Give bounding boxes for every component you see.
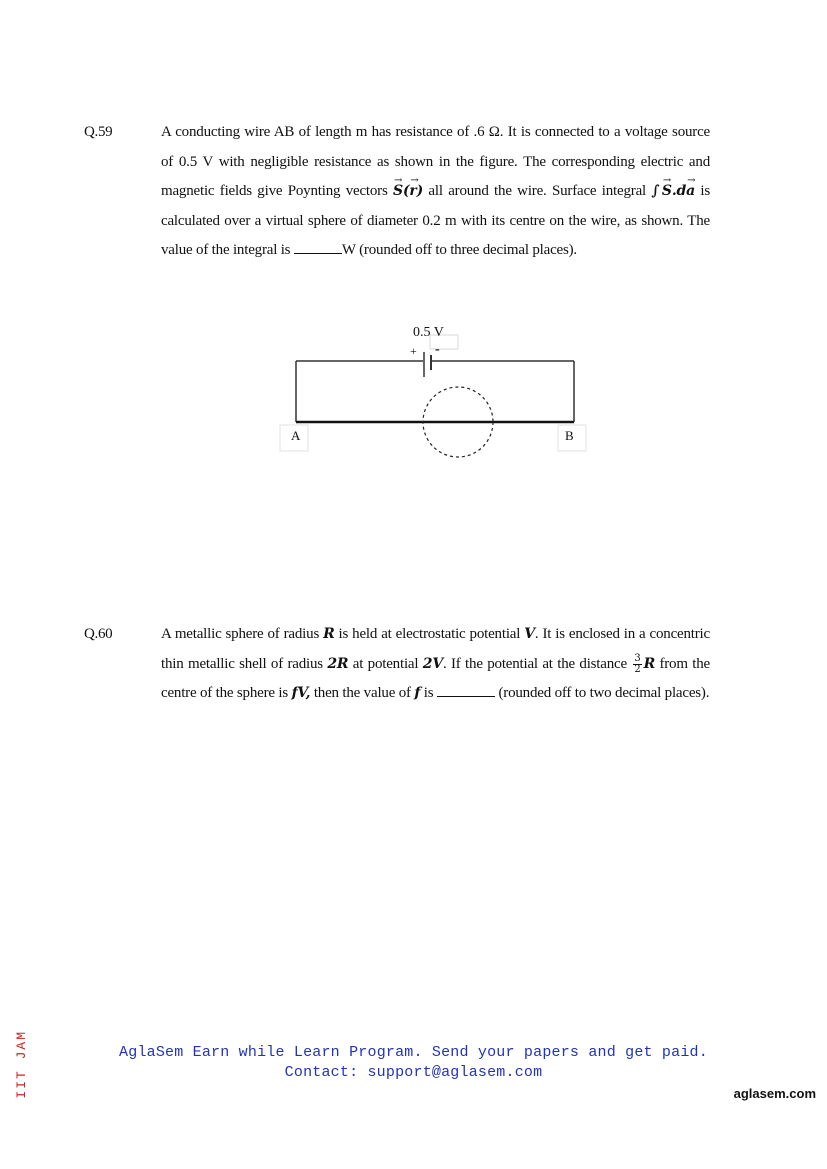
answer-blank-59: [294, 240, 342, 254]
symbol-2R: 2R: [327, 655, 349, 672]
plus-terminal-label: +: [410, 344, 417, 358]
brand-watermark[interactable]: aglasem.com: [733, 1086, 816, 1101]
q60-text-part8: is: [420, 685, 437, 701]
end-b-label: B: [565, 428, 574, 443]
q59-text-part3: is calculated over a virtual sphere of diameter 0.2 m with its centre on the wire, as shown. The value of the integral is: [161, 183, 710, 258]
side-label-iit-jam: IIT JAM: [14, 1030, 29, 1099]
q59-text-part1: A conducting wire AB of length m has resistance of .6 Ω. It is connected to a voltage source of 0.5 V with negligible resistance as shown in the figure. The corresponding electric and magnetic fields give Poynting vectors: [161, 124, 710, 199]
q59-unit: W: [341, 242, 356, 258]
q60-text-part6: from the centre of the sphere is: [161, 655, 710, 701]
q60-text-part9: (rounded off to two decimal places).: [498, 685, 710, 701]
q59-text-part4: (rounded off to three decimal places).: [359, 242, 577, 258]
symbol-V: V: [524, 626, 535, 642]
answer-blank-60: [437, 683, 495, 697]
fraction-three-halves: $\frac{3}{2}$: [634, 652, 641, 675]
question-59-text: [161, 118, 710, 266]
promo-line-1: AglaSem Earn while Learn Program. Send your papers and get paid.: [119, 1044, 708, 1061]
q60-text-part3: . It is enclosed in a concentric thin metallic shell of radius: [161, 626, 710, 672]
voltage-label: 0.5 V: [413, 325, 444, 340]
q60-text-part5: . If the potential at the distance: [443, 655, 632, 672]
question-60-text: [161, 620, 710, 709]
symbol-fV: fV,: [291, 685, 311, 701]
symbol-R: R: [323, 626, 335, 642]
minus-terminal-label: -: [435, 342, 440, 357]
q60-text-part4: at potential: [348, 655, 423, 672]
promo-contact-line[interactable]: Contact: support@aglasem.com: [284, 1064, 543, 1081]
question-number-59: Q.59: [84, 124, 113, 140]
question-number-60: Q.60: [84, 626, 113, 642]
end-a-label: A: [291, 428, 301, 443]
surface-integral-symbol: ∫ → S.d→ a: [651, 183, 695, 199]
q60-text-part2: is held at electrostatic potential: [334, 626, 525, 642]
symbol-f: f: [414, 685, 421, 701]
symbol-2V: 2V: [422, 655, 444, 672]
symbol-R-2: R: [643, 655, 655, 672]
circuit-figure: [278, 322, 593, 462]
q59-text-part2: all around the wire. Surface integral: [423, 183, 652, 199]
q60-text-part1: A metallic sphere of radius: [161, 626, 324, 642]
poynting-vector-symbol: → S(→ r): [393, 183, 423, 199]
q60-text-part7: then the value of: [310, 685, 415, 701]
